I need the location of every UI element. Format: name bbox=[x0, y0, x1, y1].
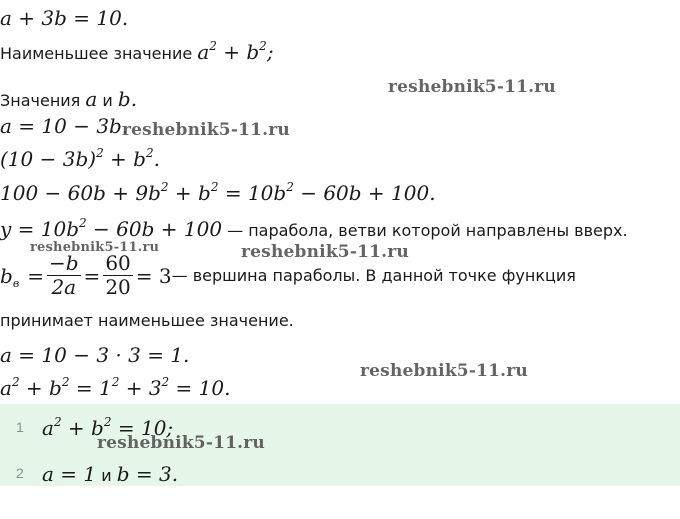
fraction-neg-b-2a: $\frac{-b}{2a}$ bbox=[48, 251, 79, 299]
fraction-60-20: $\frac{60}{20}$ bbox=[105, 251, 131, 299]
text-min-label: Наименьшее значение bbox=[0, 44, 198, 63]
expression-substitution: $(10 - 3b)^2 + b^2$. bbox=[0, 146, 160, 171]
watermark: reshebnik5-11.ru bbox=[360, 361, 528, 381]
expr-sum-squares: $a^2 + b^2$; bbox=[197, 39, 274, 64]
equation-condition: a + 3b = 10. bbox=[0, 6, 129, 30]
line-parabola bbox=[0, 216, 628, 241]
answer-text-1: $a^2 + b^2 = 10$; bbox=[42, 415, 174, 440]
var-a: a bbox=[85, 87, 98, 111]
var-b-vertex: $b_в$ bbox=[0, 263, 20, 290]
answer-number-2: 2 bbox=[16, 465, 24, 481]
watermark: reshebnik5-11.ru bbox=[122, 120, 290, 140]
text-vertex-desc: — вершина параболы. В данной точке функция bbox=[171, 265, 576, 285]
var-b: b. bbox=[117, 87, 138, 111]
watermark: reshebnik5-11.ru bbox=[97, 433, 265, 453]
equation-a-value: a = 10 − 3 · 3 = 1. bbox=[0, 343, 190, 367]
text-values-label: Значения bbox=[0, 91, 86, 110]
answer-number-1: 1 bbox=[16, 419, 24, 435]
text-min-value: принимает наименьшее значение. bbox=[0, 311, 294, 330]
watermark: reshebnik5-11.ru bbox=[388, 77, 556, 97]
text-and: и bbox=[97, 91, 118, 110]
line-vertex: $b_в$ = $\frac{-b}{2a}$ = $\frac{60}{20}$ = 3 — вершина параболы. В данной точке функция bbox=[0, 251, 576, 299]
watermark: reshebnik5-11.ru bbox=[30, 240, 160, 255]
line-values bbox=[0, 89, 137, 109]
answer-text-2: a = 1 и b = 3. bbox=[42, 462, 179, 486]
equation-expanded: $100 - 60b + 9b^2 + b^2 = 10b^2 - 60b + 100$. bbox=[0, 180, 436, 205]
watermark: reshebnik5-11.ru bbox=[241, 242, 409, 262]
equation-a-expressed: a = 10 − 3b. bbox=[0, 114, 129, 138]
expr-function: $y = 10b^2 - 60b + 100$ bbox=[0, 216, 223, 241]
text-parabola-desc: — парабола, ветви которой направлены вверх. bbox=[222, 221, 628, 240]
line-minimum-value bbox=[0, 39, 274, 64]
equation-final-sum: $a^2 + b^2 = 1^2 + 3^2 = 10$. bbox=[0, 375, 231, 400]
